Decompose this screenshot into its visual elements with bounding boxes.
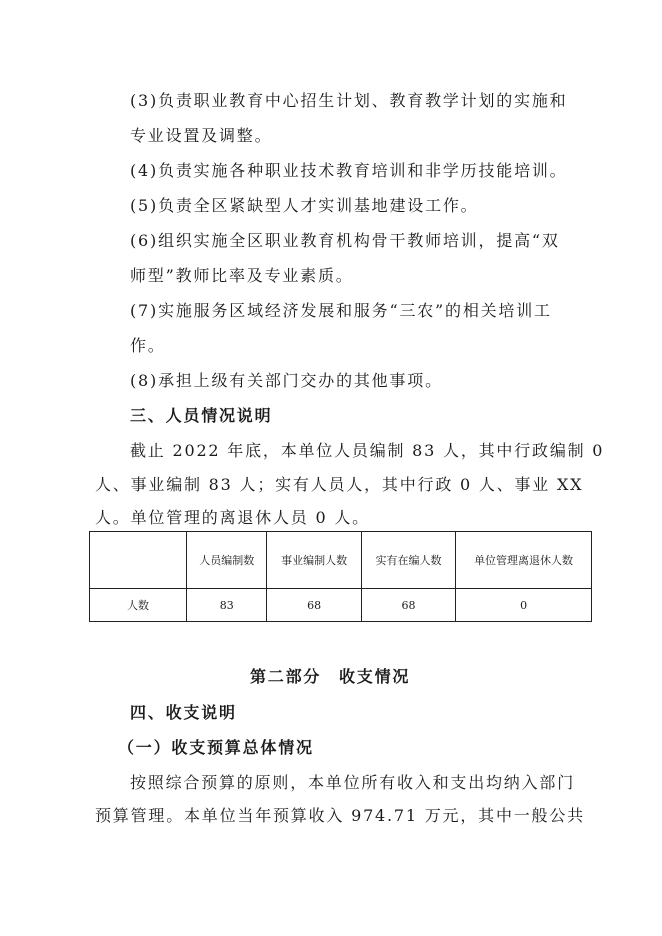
cell-institution-quota: 68 <box>267 589 361 622</box>
cell-staff-quota: 83 <box>187 589 267 622</box>
header-cell-actual-staff: 实有在编人数 <box>361 532 455 589</box>
part2-para-line2: 预算管理。本单位当年预算收入 974.71 万元，其中一般公共 <box>95 806 585 825</box>
part2-title: 第二部分 收支情况 <box>250 667 411 686</box>
duty-line-7b: 作。 <box>130 336 166 355</box>
duty-line-7a: (7)实施服务区域经济发展和服务“三农”的相关培训工 <box>130 301 552 320</box>
header-cell-retired: 单位管理离退休人数 <box>456 532 592 589</box>
staff-table <box>89 531 592 622</box>
section3-para-line2: 人、事业编制 83 人；实有人员人，其中行政 0 人、事业 XX <box>95 475 584 494</box>
duty-line-8: (8)承担上级有关部门交办的其他事项。 <box>130 371 443 390</box>
section4-heading: 四、收支说明 <box>130 703 237 722</box>
row-label: 人数 <box>90 589 187 622</box>
cell-retired: 0 <box>456 589 592 622</box>
duty-line-6a: (6)组织实施全区职业教育机构骨干教师培训，提高“双 <box>130 231 560 250</box>
section3-para-line3: 人。单位管理的离退休人员 0 人。 <box>95 508 370 527</box>
table-row <box>90 589 592 622</box>
header-cell-staff-quota: 人员编制数 <box>187 532 267 589</box>
section3-para-line1: 截止 2022 年底，本单位人员编制 83 人，其中行政编制 0 <box>130 441 605 460</box>
section3-heading: 三、人员情况说明 <box>130 406 273 425</box>
duty-line-6b: 师型”教师比率及专业素质。 <box>130 266 354 285</box>
header-cell-institution-quota: 事业编制人数 <box>267 532 361 589</box>
duty-line-3a: (3)负责职业教育中心招生计划、教育教学计划的实施和 <box>130 91 568 110</box>
duty-line-4: (4)负责实施各种职业技术教育培训和非学历技能培训。 <box>130 161 568 180</box>
header-cell-empty <box>90 532 187 589</box>
duty-line-5: (5)负责全区紧缺型人才实训基地建设工作。 <box>130 196 479 215</box>
subsection-heading: （一）收支预算总体情况 <box>118 738 314 757</box>
part2-para-line1: 按照综合预算的原则，本单位所有收入和支出均纳入部门 <box>130 773 576 792</box>
table-header-row <box>90 532 592 589</box>
duty-line-3b: 专业设置及调整。 <box>130 126 273 145</box>
cell-actual-staff: 68 <box>361 589 455 622</box>
